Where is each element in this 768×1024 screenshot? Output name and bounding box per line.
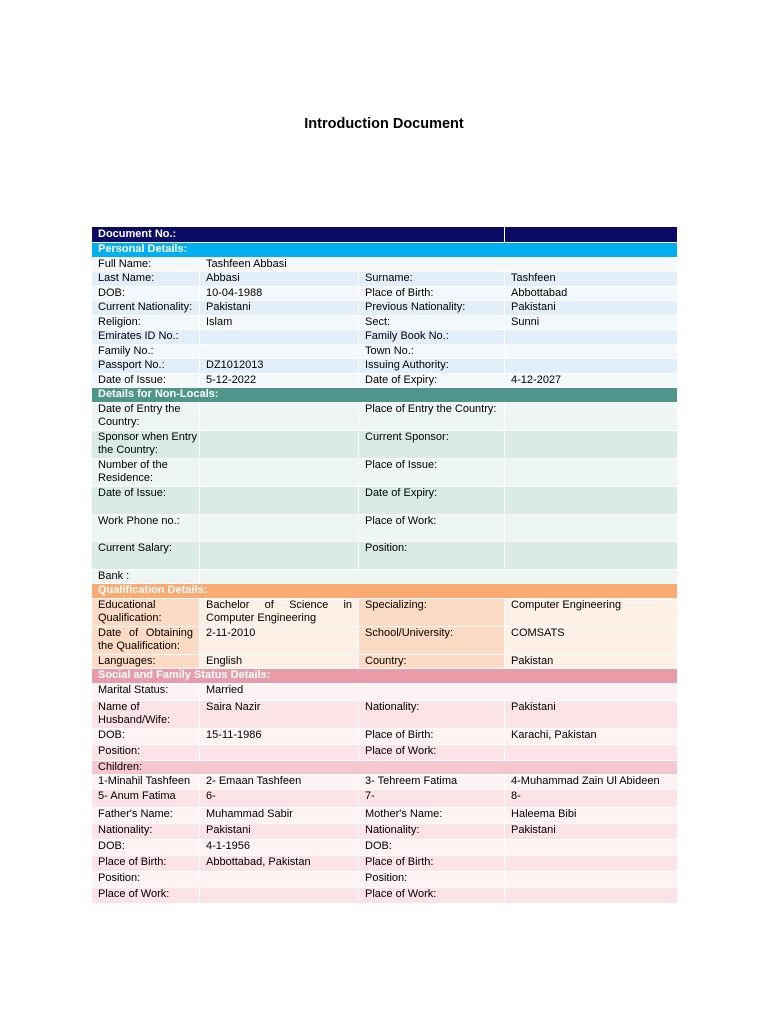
date-of-expiry-value[interactable]: 4-12-2027 bbox=[505, 373, 678, 388]
section-header-personal: Personal Details: bbox=[92, 243, 678, 258]
field-label: Surname: bbox=[359, 272, 505, 287]
form-row bbox=[92, 257, 678, 272]
field-label: School/University: bbox=[359, 626, 505, 654]
form-row bbox=[92, 402, 678, 430]
child-entry[interactable]: 2- Emaan Tashfeen bbox=[200, 775, 359, 790]
field-label: Nationality: bbox=[92, 823, 200, 839]
field-label: Date of Issue: bbox=[92, 373, 200, 388]
field-label: Place of Birth: bbox=[92, 855, 200, 871]
field-label: Full Name: bbox=[92, 257, 200, 272]
field-label: Place of Work: bbox=[359, 514, 505, 541]
field-label: Place of Work: bbox=[92, 887, 200, 903]
field-label: Place of Work: bbox=[359, 744, 505, 760]
form-row bbox=[92, 301, 678, 316]
spouse-nationality-value[interactable]: Pakistani bbox=[505, 700, 678, 728]
field-label: Nationality: bbox=[359, 823, 505, 839]
spouse-position-value[interactable] bbox=[200, 744, 359, 760]
section-header-children: Children: bbox=[92, 760, 678, 775]
mother-dob-value[interactable] bbox=[505, 839, 678, 855]
field-label: Number of the Residence: bbox=[92, 458, 200, 486]
form-row bbox=[92, 486, 678, 514]
field-label: DOB: bbox=[92, 728, 200, 744]
dob-value[interactable]: 10-04-1988 bbox=[200, 286, 359, 301]
field-label: Last Name: bbox=[92, 272, 200, 287]
field-label: Date of Expiry: bbox=[359, 486, 505, 514]
form-row bbox=[92, 598, 678, 626]
field-label: Place of Entry the Country: bbox=[359, 402, 505, 430]
place-of-issue-value[interactable] bbox=[505, 458, 678, 486]
child-entry[interactable]: 8- bbox=[505, 789, 678, 807]
form-row bbox=[92, 855, 678, 871]
languages-value[interactable]: English bbox=[200, 654, 359, 669]
document-number-value[interactable] bbox=[505, 227, 678, 243]
field-label: DOB: bbox=[92, 286, 200, 301]
form-row bbox=[92, 626, 678, 654]
field-label: Previous Nationality: bbox=[359, 301, 505, 316]
document-title: Introduction Document bbox=[304, 116, 464, 132]
field-label: Position: bbox=[92, 871, 200, 887]
field-label: DOB: bbox=[92, 839, 200, 855]
last-name-value[interactable]: Abbasi bbox=[200, 272, 359, 287]
form-row bbox=[92, 887, 678, 903]
mother-position-value[interactable] bbox=[505, 871, 678, 887]
educational-qualification-value[interactable]: Bachelor of Science in Computer Engineering bbox=[200, 598, 359, 626]
field-label: Religion: bbox=[92, 315, 200, 330]
previous-nationality-value[interactable]: Pakistani bbox=[505, 301, 678, 316]
field-label: Current Salary: bbox=[92, 541, 200, 569]
form-row bbox=[92, 807, 678, 823]
marital-status-value[interactable]: Married bbox=[200, 683, 678, 700]
residence-issue-date-value[interactable] bbox=[200, 486, 359, 514]
field-label: Date of Expiry: bbox=[359, 373, 505, 388]
entry-place-value[interactable] bbox=[505, 402, 678, 430]
field-label: Work Phone no.: bbox=[92, 514, 200, 541]
field-label: Family Book No.: bbox=[359, 330, 505, 345]
spouse-name-value[interactable]: Saira Nazir bbox=[200, 700, 359, 728]
school-value[interactable]: COMSATS bbox=[505, 626, 678, 654]
father-nationality-value[interactable]: Pakistani bbox=[200, 823, 359, 839]
child-entry[interactable]: 6- bbox=[200, 789, 359, 807]
field-label: Place of Work: bbox=[359, 887, 505, 903]
field-label: Emirates ID No.: bbox=[92, 330, 200, 345]
entry-date-value[interactable] bbox=[200, 402, 359, 430]
form-row bbox=[92, 744, 678, 760]
place-of-birth-value[interactable]: Abbottabad bbox=[505, 286, 678, 301]
mother-work-value[interactable] bbox=[505, 887, 678, 903]
field-label: Current Nationality: bbox=[92, 301, 200, 316]
full-name-value[interactable]: Tashfeen Abbasi bbox=[200, 257, 678, 272]
form-row bbox=[92, 871, 678, 887]
field-label: Date of Issue: bbox=[92, 486, 200, 514]
child-entry[interactable]: 3- Tehreem Fatima bbox=[359, 775, 505, 790]
residence-no-value[interactable] bbox=[200, 458, 359, 486]
field-label: DOB: bbox=[359, 839, 505, 855]
form-row bbox=[92, 683, 678, 700]
work-phone-value[interactable] bbox=[200, 514, 359, 541]
field-label: Bank : bbox=[92, 569, 200, 584]
country-value[interactable]: Pakistan bbox=[505, 654, 678, 669]
family-no-value[interactable] bbox=[200, 344, 359, 359]
sponsor-entry-value[interactable] bbox=[200, 430, 359, 458]
field-label: Educational Qualification: bbox=[92, 598, 200, 626]
spouse-work-value[interactable] bbox=[505, 744, 678, 760]
salary-value[interactable] bbox=[200, 541, 359, 569]
field-label: Specializing: bbox=[359, 598, 505, 626]
emirates-id-value[interactable] bbox=[200, 330, 359, 345]
field-label: Place of Issue: bbox=[359, 458, 505, 486]
father-position-value[interactable] bbox=[200, 871, 359, 887]
field-label: Marital Status: bbox=[92, 683, 200, 700]
section-header-qualification: Qualification Details: bbox=[92, 584, 678, 599]
field-label: Date of Obtaining the Qualification: bbox=[92, 626, 200, 654]
mother-pob-value[interactable] bbox=[505, 855, 678, 871]
field-label: Place of Birth: bbox=[359, 286, 505, 301]
form-row bbox=[92, 344, 678, 359]
field-label: Position: bbox=[359, 871, 505, 887]
father-work-value[interactable] bbox=[200, 887, 359, 903]
field-label: Country: bbox=[359, 654, 505, 669]
document-number-row bbox=[92, 227, 678, 243]
form-row bbox=[92, 823, 678, 839]
form-row bbox=[92, 315, 678, 330]
spouse-pob-value[interactable]: Karachi, Pakistan bbox=[505, 728, 678, 744]
field-label: Town No.: bbox=[359, 344, 505, 359]
mother-nationality-value[interactable]: Pakistani bbox=[505, 823, 678, 839]
form-row bbox=[92, 789, 678, 807]
field-label: Place of Birth: bbox=[359, 855, 505, 871]
child-entry[interactable]: 1-Minahil Tashfeen bbox=[92, 775, 200, 790]
field-label: Nationality: bbox=[359, 700, 505, 728]
current-nationality-value[interactable]: Pakistani bbox=[200, 301, 359, 316]
current-sponsor-value[interactable] bbox=[505, 430, 678, 458]
specializing-value[interactable]: Computer Engineering bbox=[505, 598, 678, 626]
form-row bbox=[92, 286, 678, 301]
introduction-form-table bbox=[91, 226, 678, 904]
position-value[interactable] bbox=[505, 541, 678, 569]
passport-no-value[interactable]: DZ1012013 bbox=[200, 359, 359, 374]
field-label: Date of Entry the Country: bbox=[92, 402, 200, 430]
child-entry[interactable]: 7- bbox=[359, 789, 505, 807]
work-place-value[interactable] bbox=[505, 514, 678, 541]
form-row bbox=[92, 359, 678, 374]
form-row bbox=[92, 728, 678, 744]
qualification-date-value[interactable]: 2-11-2010 bbox=[200, 626, 359, 654]
document-number-label: Document No.: bbox=[92, 227, 505, 243]
form-row bbox=[92, 775, 678, 790]
field-label: Place of Birth: bbox=[359, 728, 505, 744]
sect-value[interactable]: Sunni bbox=[505, 315, 678, 330]
field-label: Father's Name: bbox=[92, 807, 200, 823]
child-entry[interactable]: 4-Muhammad Zain Ul Abideen bbox=[505, 775, 678, 790]
spouse-dob-value[interactable]: 15-11-1986 bbox=[200, 728, 359, 744]
form-row bbox=[92, 430, 678, 458]
field-label: Name of Husband/Wife: bbox=[92, 700, 200, 728]
field-label: Position: bbox=[359, 541, 505, 569]
bank-value[interactable] bbox=[200, 569, 678, 584]
form-row bbox=[92, 541, 678, 569]
field-label: Languages: bbox=[92, 654, 200, 669]
family-book-value[interactable] bbox=[505, 330, 678, 345]
form-row bbox=[92, 514, 678, 541]
father-dob-value[interactable]: 4-1-1956 bbox=[200, 839, 359, 855]
issuing-authority-value[interactable] bbox=[505, 359, 678, 374]
child-entry[interactable]: 5- Anum Fatima bbox=[92, 789, 200, 807]
field-label: Mother's Name: bbox=[359, 807, 505, 823]
town-no-value[interactable] bbox=[505, 344, 678, 359]
field-label: Issuing Authority: bbox=[359, 359, 505, 374]
section-header-non-locals: Details for Non-Locals: bbox=[92, 388, 678, 403]
form-row bbox=[92, 458, 678, 486]
form-row bbox=[92, 654, 678, 669]
father-name-value[interactable]: Muhammad Sabir bbox=[200, 807, 359, 823]
surname-value[interactable]: Tashfeen bbox=[505, 272, 678, 287]
form-row bbox=[92, 272, 678, 287]
father-pob-value[interactable]: Abbottabad, Pakistan bbox=[200, 855, 359, 871]
date-of-issue-value[interactable]: 5-12-2022 bbox=[200, 373, 359, 388]
field-label: Current Sponsor: bbox=[359, 430, 505, 458]
field-label: Sect: bbox=[359, 315, 505, 330]
form-row bbox=[92, 700, 678, 728]
religion-value[interactable]: Islam bbox=[200, 315, 359, 330]
residence-expiry-value[interactable] bbox=[505, 486, 678, 514]
field-label: Passport No.: bbox=[92, 359, 200, 374]
form-row bbox=[92, 330, 678, 345]
form-row bbox=[92, 839, 678, 855]
section-header-social: Social and Family Status Details: bbox=[92, 669, 678, 684]
field-label: Family No.: bbox=[92, 344, 200, 359]
field-label: Sponsor when Entry the Country: bbox=[92, 430, 200, 458]
form-row bbox=[92, 569, 678, 584]
mother-name-value[interactable]: Haleema Bibi bbox=[505, 807, 678, 823]
field-label: Position: bbox=[92, 744, 200, 760]
form-row bbox=[92, 373, 678, 388]
